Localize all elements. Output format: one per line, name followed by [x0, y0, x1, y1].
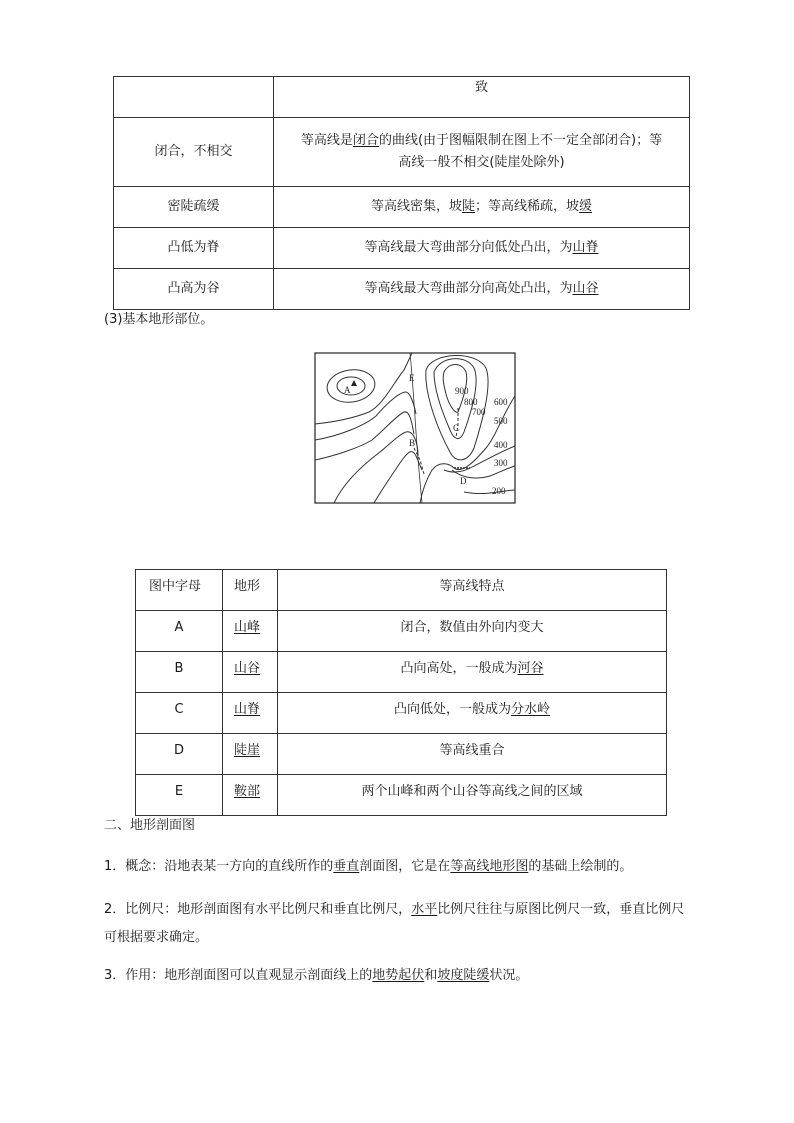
rule-name: 密陡疏缓: [114, 187, 274, 228]
row-features: 等高线重合: [278, 734, 667, 775]
rule-name: 闭合，不相交: [114, 118, 274, 187]
row-letter: B: [136, 652, 223, 693]
header-letter: 图中字母: [136, 570, 223, 611]
rule-desc: 等高线是闭合的曲线(由于图幅限制在图上不一定全部闭合)；等 高线一般不相交(陡崖处除外): [274, 118, 690, 187]
rule-desc: 等高线最大弯曲部分向高处凸出，为山谷: [274, 269, 690, 310]
table-row: [136, 693, 667, 734]
table-row: [114, 187, 690, 228]
terrain-features-table: [135, 569, 667, 816]
contour-label: 400: [494, 440, 508, 450]
row-terrain: 山峰: [223, 611, 278, 652]
row-letter: A: [136, 611, 223, 652]
label-d: D: [460, 476, 467, 486]
rule-desc: 等高线最大弯曲部分向低处凸出，为山脊: [274, 228, 690, 269]
rule-name: [114, 77, 274, 118]
table-header-row: [136, 570, 667, 611]
paragraph-scale: 2．比例尺：地形剖面图有水平比例尺和垂直比例尺，水平比例尺往往与原图比例尺一致，垂直比例尺 可根据要求确定。: [104, 902, 685, 945]
rule-desc: 致: [274, 77, 690, 118]
table-row: [136, 734, 667, 775]
rule-name: 凸高为谷: [114, 269, 274, 310]
paragraph-function: 3．作用：地形剖面图可以直观显示剖面线上的地势起伏和坡度陡缓状况。: [104, 968, 529, 983]
table-row: [114, 118, 690, 187]
header-features: 等高线特点: [278, 570, 667, 611]
rule-desc: 等高线密集，坡陡；等高线稀疏，坡缓: [274, 187, 690, 228]
table-row: [114, 228, 690, 269]
row-terrain: 鞍部: [223, 775, 278, 816]
contour-label: 200: [492, 486, 506, 496]
contour-map: [314, 352, 516, 504]
contour-label: 800: [464, 397, 478, 407]
table-row: [114, 77, 690, 118]
contour-label: 300: [494, 458, 508, 468]
contour-label: 900: [455, 386, 469, 396]
label-c: C: [453, 423, 460, 433]
row-terrain: 山脊: [223, 693, 278, 734]
row-letter: E: [136, 775, 223, 816]
row-features: 凸向高处，一般成为河谷: [278, 652, 667, 693]
row-features: 闭合，数值由外向内变大: [278, 611, 667, 652]
section2-heading: 二、地形剖面图: [104, 818, 196, 833]
rule-name: 凸低为脊: [114, 228, 274, 269]
table-row: [136, 611, 667, 652]
label-a: A: [344, 385, 351, 395]
table-row: [136, 652, 667, 693]
header-terrain: 地形: [223, 570, 278, 611]
contour-label: 600: [494, 397, 508, 407]
row-features: 两个山峰和两个山谷等高线之间的区域: [278, 775, 667, 816]
table-row: [136, 775, 667, 816]
label-e: E: [409, 373, 415, 383]
contour-label: 700: [472, 407, 486, 417]
paragraph-concept: 1．概念：沿地表某一方向的直线所作的垂直剖面图，它是在等高线地形图的基础上绘制的。: [104, 859, 633, 874]
contour-label: 500: [494, 416, 508, 426]
contour-rules-table: [113, 76, 690, 310]
label-b: B: [409, 438, 416, 448]
row-features: 凸向低处，一般成为分水岭: [278, 693, 667, 734]
section3-heading: (3)基本地形部位。: [104, 312, 214, 327]
row-terrain: 陡崖: [223, 734, 278, 775]
table-row: [114, 269, 690, 310]
row-terrain: 山谷: [223, 652, 278, 693]
row-letter: C: [136, 693, 223, 734]
row-letter: D: [136, 734, 223, 775]
